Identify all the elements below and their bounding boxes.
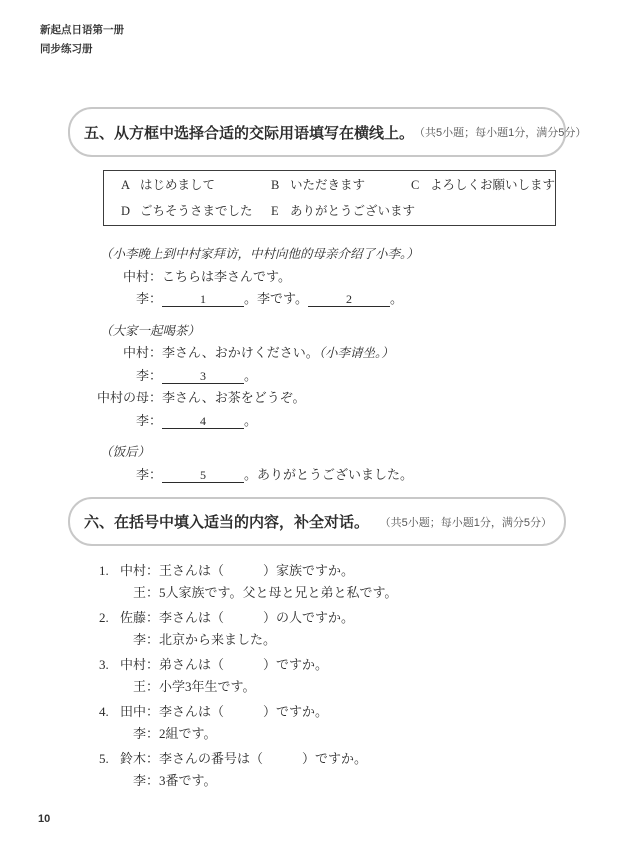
option-letter: B <box>271 178 280 192</box>
dialogue-line <box>96 266 578 289</box>
dialogue-line <box>96 342 578 365</box>
question-line <box>99 629 581 651</box>
option-item <box>271 173 411 197</box>
question-item <box>99 607 581 651</box>
question-line <box>99 607 581 629</box>
answer-blank: 5 <box>162 468 244 483</box>
question-line <box>99 723 581 745</box>
section5-title-box <box>68 107 587 157</box>
option-text: よろしくお願いします <box>430 178 556 192</box>
speech-text <box>162 413 257 428</box>
question-item <box>99 748 581 792</box>
option-item <box>121 199 271 223</box>
speaker-name: 中村： <box>119 563 159 578</box>
speaker-name: 佐藤： <box>119 610 159 625</box>
question-line <box>99 560 581 582</box>
speech-text: 王さんは（ ）家族ですか。 <box>159 563 355 578</box>
answer-blank: 4 <box>162 414 244 429</box>
question-line <box>99 701 581 723</box>
book-subtitle: 同步练习册 <box>40 43 93 55</box>
item-number: 4. <box>99 704 109 719</box>
speech-text: 弟さんは（ ）ですか。 <box>159 657 329 672</box>
speaker-name: 李： <box>135 291 162 306</box>
option-text: いただきます <box>290 178 366 192</box>
speaker-name: 李： <box>132 632 159 647</box>
speech-segment: 。ありがとうございました。 <box>244 466 414 482</box>
option-text: はじめまして <box>140 178 216 192</box>
speech-text: 小学3年生です。 <box>159 679 256 694</box>
question-item <box>99 654 581 698</box>
speech-segment: 。 <box>389 291 403 306</box>
speaker-name: 鈴木： <box>119 751 159 766</box>
option-item <box>411 173 555 197</box>
question-item <box>99 560 581 604</box>
dialogue-line <box>96 464 578 487</box>
question-line <box>99 582 581 604</box>
speaker-name: 李： <box>135 466 162 482</box>
item-number: 3. <box>99 657 109 672</box>
dialogue-line <box>96 288 578 311</box>
section5-score-note: （共5小题；每小题1分，满分5分） <box>414 127 587 139</box>
speech-text: 北京から来ました。 <box>159 632 277 647</box>
answer-blank: 1 <box>162 292 244 307</box>
option-item <box>271 199 416 223</box>
speech-text: 李さんは（ ）の人ですか。 <box>159 610 355 625</box>
item-number: 5. <box>99 751 109 766</box>
speech-segment: 。 <box>244 412 258 428</box>
question-line <box>99 770 581 792</box>
speech-segment: 李さん、おかけください。 <box>162 345 319 360</box>
item-number: 1. <box>99 563 109 578</box>
speaker-name: 李： <box>132 773 159 788</box>
item-number: 2. <box>99 610 109 625</box>
speech-text: 李さんの番号は（ ）ですか。 <box>159 751 368 766</box>
dialogue-line <box>96 365 578 388</box>
speaker-name: 李： <box>132 726 159 741</box>
option-text: ごちそうさまでした <box>140 204 253 218</box>
dialogue-line <box>96 387 578 410</box>
section5-dialogue <box>96 243 578 486</box>
question-line <box>99 748 581 770</box>
option-letter: E <box>271 204 279 218</box>
speaker-name: 中村の母： <box>96 390 162 405</box>
option-letter: C <box>411 178 420 192</box>
speaker-name: 李： <box>135 367 162 383</box>
speech-text <box>162 291 403 306</box>
option-item <box>121 173 271 197</box>
question-line <box>99 676 581 698</box>
option-letter: D <box>121 204 131 218</box>
speaker-name: 中村： <box>122 268 162 284</box>
speech-text <box>162 345 394 360</box>
option-text: ありがとうございます <box>290 204 416 218</box>
stage-direction: （大家一起喝茶） <box>100 323 201 338</box>
speech-text: 3番です。 <box>159 773 217 788</box>
page-header <box>40 21 124 59</box>
section6-title-box <box>68 497 566 546</box>
option-letter: A <box>121 178 131 192</box>
speaker-name: 王： <box>132 585 159 600</box>
speech-segment: 。李です。 <box>244 291 308 306</box>
page-number: 10 <box>38 813 51 825</box>
stage-direction-inline: （小李请坐。） <box>318 346 394 360</box>
question-item <box>99 701 581 745</box>
speech-text: 2組です。 <box>159 726 217 741</box>
speech-segment: 。 <box>244 367 258 383</box>
speech-text: 5人家族です。父と母と兄と弟と私です。 <box>159 585 398 600</box>
stage-direction: （饭后） <box>100 445 151 459</box>
speaker-name: 中村： <box>119 657 159 672</box>
answer-blank: 2 <box>308 292 390 307</box>
speaker-name: 中村： <box>122 345 162 360</box>
speech-segment: こちらは李さんです。 <box>162 268 291 284</box>
section5-title: 五、从方框中选择合适的交际用语填写在横线上。 <box>84 124 415 142</box>
section5-options-box <box>103 170 556 226</box>
speech-text <box>162 390 306 405</box>
speaker-name: 田中： <box>119 704 159 719</box>
speaker-name: 李： <box>135 412 162 428</box>
speech-text <box>162 368 257 383</box>
speech-text: 李さんは（ ）ですか。 <box>159 704 329 719</box>
section6-score-note: （共5小题；每小题1分，满分5分） <box>379 516 552 529</box>
book-title: 新起点日语第一册 <box>40 24 124 36</box>
dialogue-line <box>96 410 578 433</box>
stage-direction: （小李晚上到中村家拜访，中村向他的母亲介绍了小李。） <box>100 247 419 261</box>
section6-title: 六、在括号中填入适当的内容，补全对话。 <box>84 514 370 531</box>
speech-text <box>162 269 291 284</box>
answer-blank: 3 <box>162 369 244 384</box>
question-line <box>99 654 581 676</box>
section6-items <box>99 560 581 795</box>
speaker-name: 王： <box>132 679 159 694</box>
speech-text <box>162 467 413 482</box>
speech-segment: 李さん、お茶をどうぞ。 <box>162 390 306 405</box>
